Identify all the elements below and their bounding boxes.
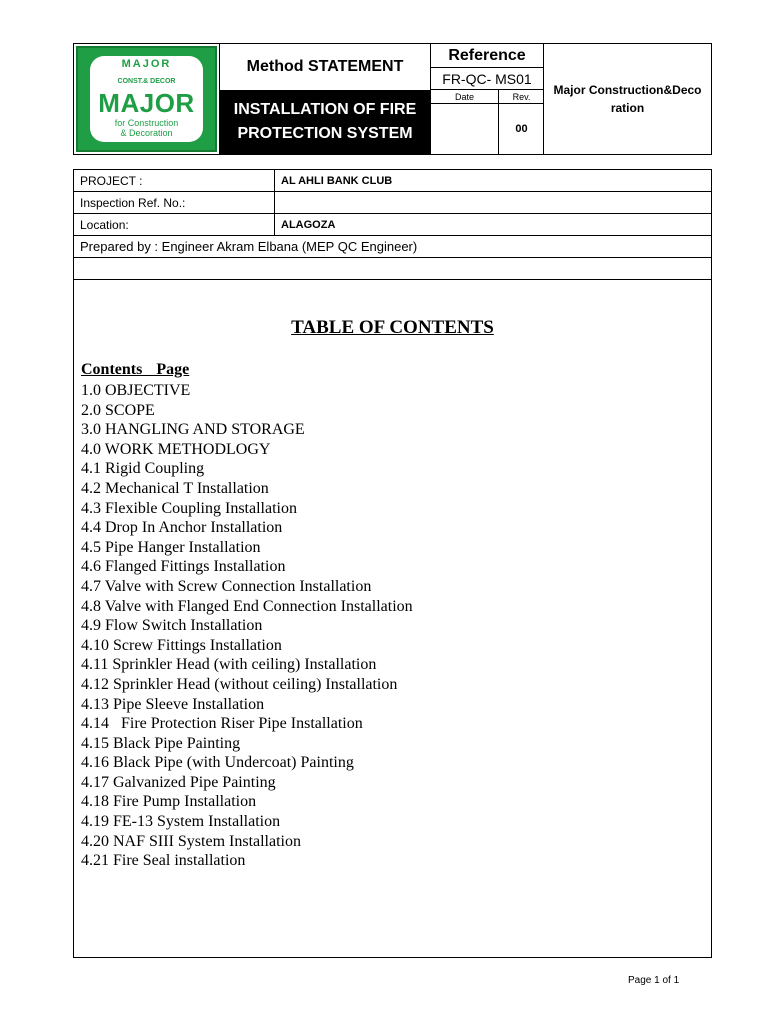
toc-item: 2.0 SCOPE bbox=[81, 401, 155, 419]
toc-item: 4.11 Sprinkler Head (with ceiling) Installation bbox=[81, 656, 377, 674]
logo-arc-text: MAJOR bbox=[121, 58, 172, 70]
toc-item: 4.19 FE-13 System Installation bbox=[81, 813, 281, 831]
toc-item: 4.6 Flanged Fittings Installation bbox=[81, 558, 286, 576]
toc-item: 3.0 HANGLING AND STORAGE bbox=[81, 421, 305, 439]
toc-item: 4.16 Black Pipe (with Undercoat) Painting bbox=[81, 754, 354, 772]
project-label: PROJECT : bbox=[74, 170, 275, 192]
toc-item: 4.13 Pipe Sleeve Installation bbox=[81, 695, 265, 713]
logo-inner bbox=[90, 56, 203, 142]
logo-tagline-2: & Decoration bbox=[120, 128, 173, 138]
toc-item: 1.0 OBJECTIVE bbox=[81, 382, 191, 399]
contents-box bbox=[73, 277, 712, 958]
inspection-label: Inspection Ref. No.: bbox=[74, 192, 275, 214]
toc-item: 4.8 Valve with Flanged End Connection Installation bbox=[81, 597, 413, 615]
toc-item: 4.3 Flexible Coupling Installation bbox=[81, 499, 297, 517]
toc-list bbox=[81, 381, 413, 871]
toc-item: 4.12 Sprinkler Head (without ceiling) Installation bbox=[81, 675, 398, 693]
toc-item: 4.20 NAF SIII System Installation bbox=[81, 832, 301, 850]
toc-item: 4.17 Galvanized Pipe Painting bbox=[81, 773, 276, 791]
company-logo bbox=[76, 46, 217, 152]
logo-sub-text: CONST.& DECOR bbox=[117, 78, 176, 85]
logo-main-text: MAJOR bbox=[98, 88, 195, 118]
toc-item: 4.10 Screw Fittings Installation bbox=[81, 636, 282, 654]
prepared-by: Prepared by : Engineer Akram Elbana (MEP QC Engineer) bbox=[74, 236, 712, 258]
project-info-table bbox=[73, 169, 712, 280]
toc-item: 4.7 Valve with Screw Connection Installation bbox=[81, 577, 372, 595]
logo-tagline-1: for Construction bbox=[114, 118, 179, 128]
company-cell bbox=[544, 44, 711, 154]
page-number: Page 1 of 1 bbox=[628, 975, 680, 986]
title-cell bbox=[220, 44, 431, 154]
project-value: AL AHLI BANK CLUB bbox=[275, 170, 712, 192]
toc-item: 4.21 Fire Seal installation bbox=[81, 852, 246, 870]
toc-item: 4.14 Fire Protection Riser Pipe Installation bbox=[81, 715, 363, 733]
rev-value: 00 bbox=[515, 123, 528, 135]
logo-tagline bbox=[90, 118, 203, 138]
prepared-by-row bbox=[74, 236, 712, 258]
toc-item: 4.15 Black Pipe Painting bbox=[81, 734, 241, 752]
toc-item: 4.4 Drop In Anchor Installation bbox=[81, 519, 283, 537]
toc-header: Contents Page bbox=[81, 361, 190, 378]
date-header: Date bbox=[431, 90, 499, 104]
toc-item: 4.18 Fire Pump Installation bbox=[81, 793, 257, 811]
location-value: ALAGOZA bbox=[275, 214, 712, 236]
reference-code: FR-QC- MS01 bbox=[431, 68, 543, 90]
toc-item: 4.5 Pipe Hanger Installation bbox=[81, 538, 261, 556]
rev-header: Rev. bbox=[499, 90, 544, 104]
reference-cell bbox=[431, 44, 544, 154]
toc-item: 4.2 Mechanical T Installation bbox=[81, 479, 269, 497]
date-value bbox=[431, 104, 499, 154]
document-title: INSTALLATION OF FIRE PROTECTION SYSTEM bbox=[220, 90, 430, 154]
company-name: Major Construction&Decoration bbox=[553, 83, 702, 115]
toc-item: 4.9 Flow Switch Installation bbox=[81, 617, 263, 635]
project-row bbox=[74, 170, 712, 192]
location-row bbox=[74, 214, 712, 236]
location-label: Location: bbox=[74, 214, 275, 236]
document-header bbox=[73, 43, 712, 155]
toc-item: 4.0 WORK METHODLOGY bbox=[81, 440, 271, 458]
toc-item: 4.1 Rigid Coupling bbox=[81, 460, 205, 478]
toc-title: TABLE OF CONTENTS bbox=[291, 317, 494, 338]
reference-label: Reference bbox=[431, 44, 543, 68]
method-statement-label: Method STATEMENT bbox=[246, 58, 404, 75]
inspection-value bbox=[275, 192, 712, 214]
logo-cell bbox=[74, 44, 220, 154]
inspection-row bbox=[74, 192, 712, 214]
